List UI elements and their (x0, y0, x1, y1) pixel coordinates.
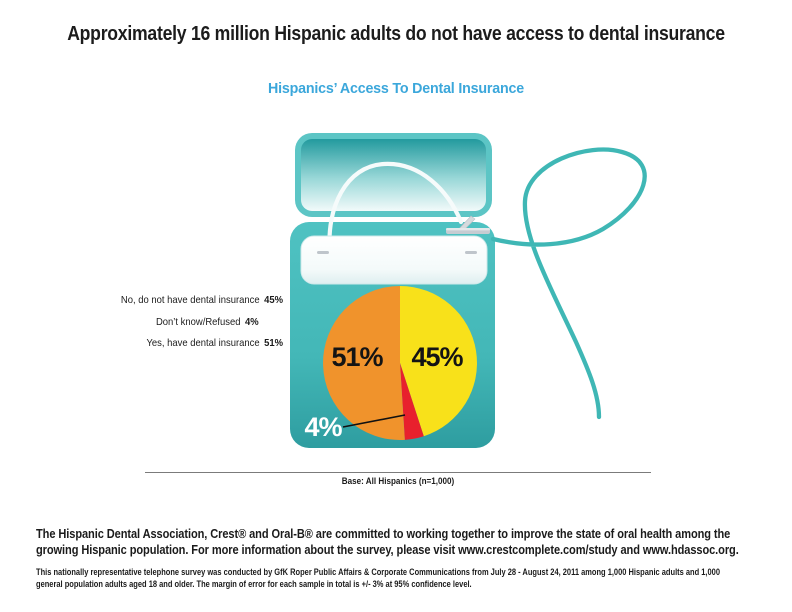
legend-item (28, 290, 283, 312)
chart-legend (28, 290, 283, 355)
legend-item (28, 312, 283, 334)
divider-line (145, 472, 651, 473)
base-note: Base: All Hispanics (n=1,000) (341, 476, 455, 486)
legend-item (28, 333, 283, 355)
floss-strand-teal (493, 150, 645, 417)
legend-label: Yes, have dental insurance (146, 337, 260, 349)
legend-label: No, do not have dental insurance (120, 294, 260, 306)
legend-value: 51% (264, 337, 283, 349)
legend-value: 4% (245, 315, 259, 328)
headline: Approximately 16 million Hispanic adults do not have access to dental insurance (67, 22, 725, 45)
dispenser-slot (301, 236, 487, 284)
chart-title: Hispanics’ Access To Dental Insurance (268, 80, 524, 97)
legend-value: 45% (264, 294, 283, 306)
legend-label: Don’t know/Refused (155, 315, 241, 328)
floss-lid (295, 133, 492, 217)
pie-label-45: 45% (411, 342, 463, 372)
pie-label-4: 4% (304, 412, 342, 442)
footer-description: The Hispanic Dental Association, Crest® and Oral-B® are committed to working together to improve the state of oral health among the growing Hispanic population. For more information about the survey, please visit www.crestcomplete.com/study and www.hdassoc.org. (36, 526, 739, 557)
pie-label-51: 51% (331, 342, 383, 372)
footer-fine-print: This nationally representative telephone survey was conducted by GfK Roper Public Affairs & Corporate Communications from July 28 - August 24, 2011 among 1,000 Hispanic adults and 1,000 general population adults aged 18 and older. The margin of error for each sample in total is +/- 3% at 95% confidence level. (36, 567, 721, 589)
